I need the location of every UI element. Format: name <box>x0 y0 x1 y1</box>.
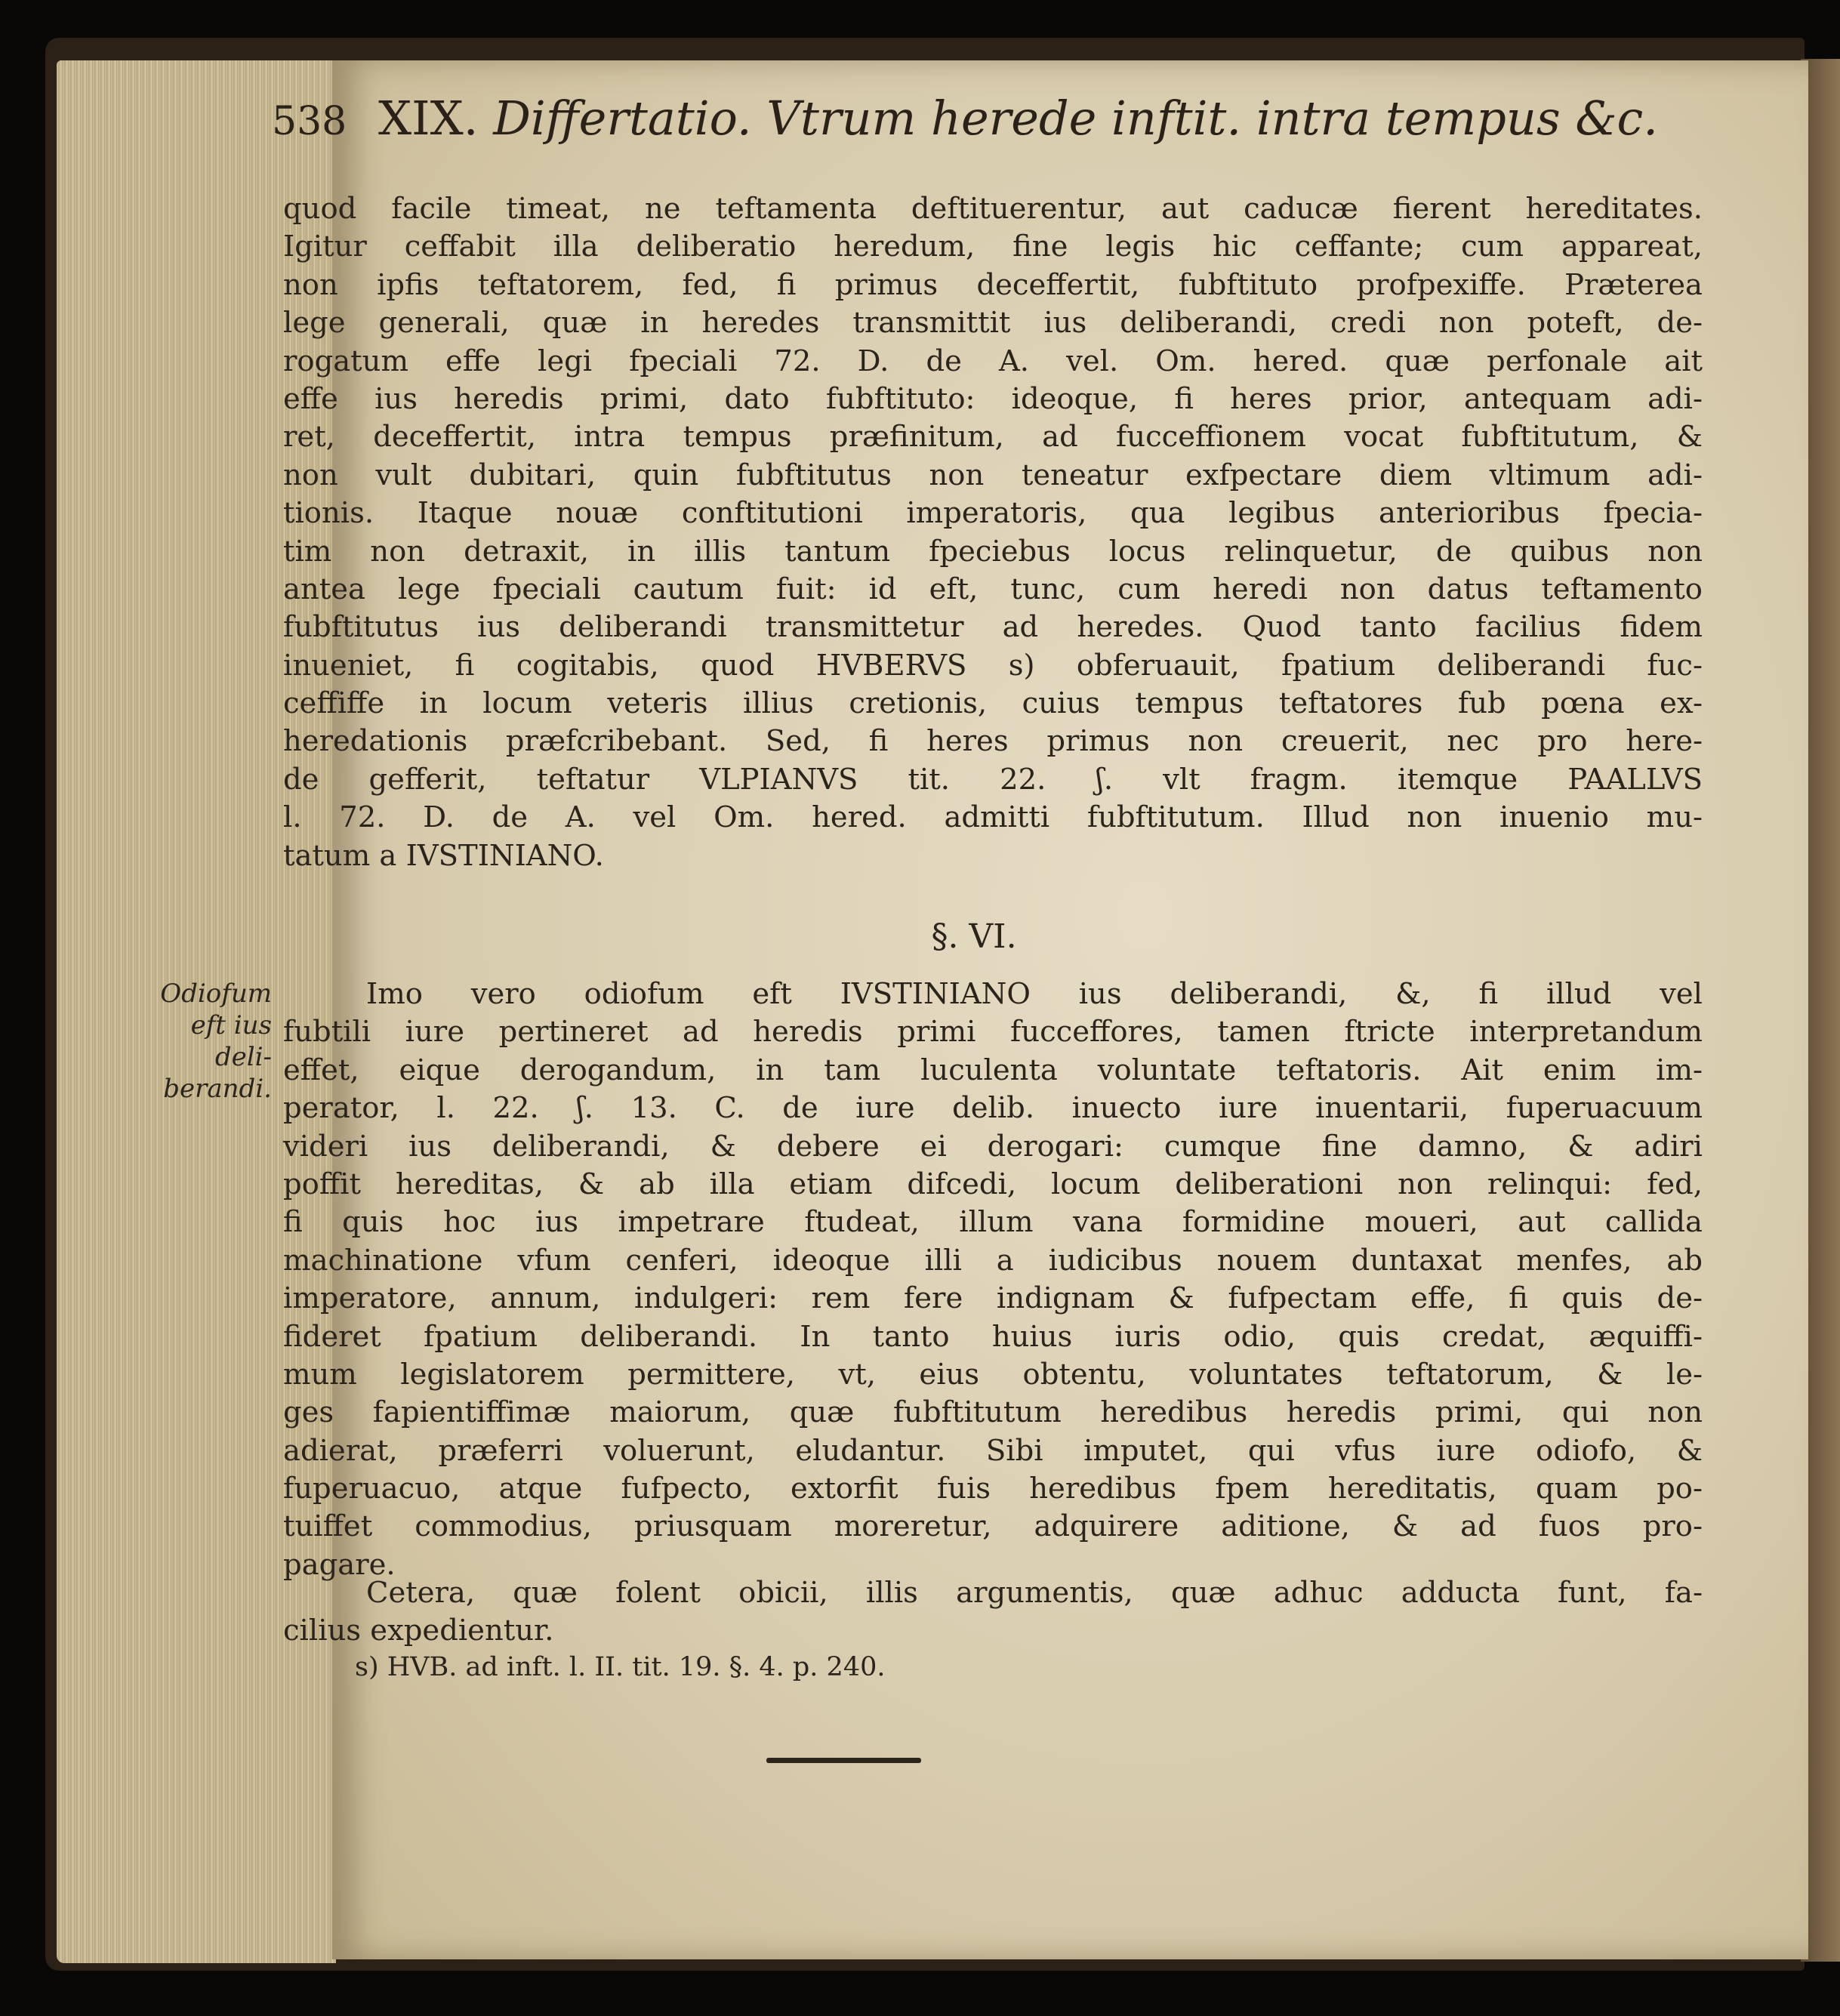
running-header <box>272 91 1706 174</box>
text-line: lege generali, quæ in heredes transmittit ius deliberandi, credi non poteft, de- <box>283 306 1703 341</box>
text-line: de gefferit, teftatur VLPIANVS tit. 22. ʃ. vlt fragm. itemque PAALLVS <box>283 762 1703 797</box>
text-line: tim non detraxit, in illis tantum fpeciebus locus relinquetur, de quibus non <box>283 534 1703 569</box>
text-line: quod facile timeat, ne teftamenta deftituerentur, aut caducæ fierent hereditates. <box>283 192 1703 226</box>
text-line: rogatum effe legi fpeciali 72. D. de A. vel. Om. hered. quæ perfonale ait <box>283 344 1703 378</box>
text-line: ret, deceffertit, intra tempus præfinitum, ad fucceffionem vocat fubftitutum, & <box>283 420 1703 455</box>
section-heading: §. VI. <box>931 917 1017 956</box>
text-line: adierat, præferri voluerunt, eludantur. Sibi imputet, qui vfus iure odiofo, & <box>283 1433 1703 1468</box>
text-line: effe ius heredis primi, dato fubftituto: ideoque, fi heres prior, antequam adi- <box>283 381 1703 416</box>
text-line: antea lege fpeciali cautum fuit: id eft, tunc, cum heredi non datus teftamento <box>283 572 1703 606</box>
text-line: heredationis præfcribebant. Sed, fi heres primus non creuerit, nec pro here- <box>283 724 1703 759</box>
text-line: pagare. <box>283 1547 396 1582</box>
paragraph-1 <box>283 190 1703 875</box>
text-line: non vult dubitari, quin fubftitutus non teneatur exfpectare diem vltimum adi- <box>283 458 1703 492</box>
margin-note-line: berandi. <box>163 1074 272 1104</box>
paragraph-3 <box>283 1574 1703 1651</box>
text-line: Igitur ceffabit illa deliberatio heredum, fine legis hic ceffante; cum appareat, <box>283 230 1703 264</box>
margin-note-line: Odiofum <box>160 979 272 1009</box>
text-line: inueniet, fi cogitabis, quod HVBERVS s) obferuauit, fpatium deliberandi fuc- <box>283 648 1703 683</box>
margin-note <box>140 978 272 1105</box>
header-roman-numeral: XIX. <box>378 91 479 146</box>
text-line: tuiffet commodius, priusquam moreretur, adquirere aditione, & ad fuos pro- <box>283 1509 1703 1544</box>
text-line: videri ius deliberandi, & debere ei derogari: cumque fine damno, & adiri <box>283 1129 1703 1164</box>
text-line: imperatore, annum, indulgeri: rem fere indignam & fufpectam effe, fi quis de- <box>283 1281 1703 1316</box>
margin-note-line: eft ius deli- <box>190 1010 272 1072</box>
text-line: tatum a IVSTINIANO. <box>283 838 604 873</box>
text-line: fuperuacuo, atque fufpecto, extorfit fuis heredibus fpem hereditatis, quam po- <box>283 1472 1703 1506</box>
header-title: Differtatio. Vtrum herede inftit. intra tempus &c. <box>493 91 1658 146</box>
text-line: fideret fpatium deliberandi. In tanto huius iuris odio, quis credat, æquiffi- <box>283 1319 1703 1354</box>
text-line: l. 72. D. de A. vel Om. hered. admitti fubftitutum. Illud non inuenio mu- <box>283 800 1703 835</box>
text-line: fubtili iure pertineret ad heredis primi fucceffores, tamen ftricte interpretandum <box>283 1015 1703 1050</box>
text-line: fi quis hoc ius impetrare ftudeat, illum vana formidine moueri, aut callida <box>283 1205 1703 1240</box>
text-line: Imo vero odiofum eft IVSTINIANO ius deliberandi, &, fi illud vel <box>366 977 1703 1011</box>
closing-rule <box>766 1758 921 1763</box>
paragraph-2 <box>283 976 1703 1584</box>
text-line: machinatione vfum cenferi, ideoque illi a iudicibus nouem duntaxat menfes, ab <box>283 1243 1703 1278</box>
text-line: ceffiffe in locum veteris illius cretionis, cuius tempus teftatores fub pœna ex- <box>283 686 1703 721</box>
text-line: non ipfis teftatorem, fed, fi primus deceffertit, fubftituto profpexiffe. Præterea <box>283 267 1703 302</box>
text-line: ges fapientiffimæ maiorum, quæ fubftitutum heredibus heredis primi, qui non <box>283 1395 1703 1430</box>
text-line: poffit hereditas, & ab illa etiam difcedi, locum deliberationi non relinqui: fed, <box>283 1167 1703 1201</box>
text-line: effet, eique derogandum, in tam luculenta voluntate teftatoris. Ait enim im- <box>283 1053 1703 1087</box>
text-line: cilius expedientur. <box>283 1614 554 1648</box>
text-line: tionis. Itaque nouæ conftitutioni imperatoris, qua legibus anterioribus fpecia- <box>283 496 1703 531</box>
text-line: fubftitutus ius deliberandi transmittetur ad heredes. Quod tanto facilius fidem <box>283 610 1703 645</box>
page-number: 538 <box>272 99 347 144</box>
footnote: s) HVB. ad inft. l. II. tit. 19. §. 4. p. 240. <box>355 1652 886 1682</box>
text-line: Cetera, quæ folent obicii, illis argumentis, quæ adhuc adducta funt, fa- <box>366 1576 1703 1610</box>
text-line: mum legislatorem permittere, vt, eius obtentu, voluntates teftatorum, & le- <box>283 1357 1703 1392</box>
text-line: perator, l. 22. ʃ. 13. C. de iure delib. inuecto iure inuentarii, fuperuacuum <box>283 1091 1703 1126</box>
